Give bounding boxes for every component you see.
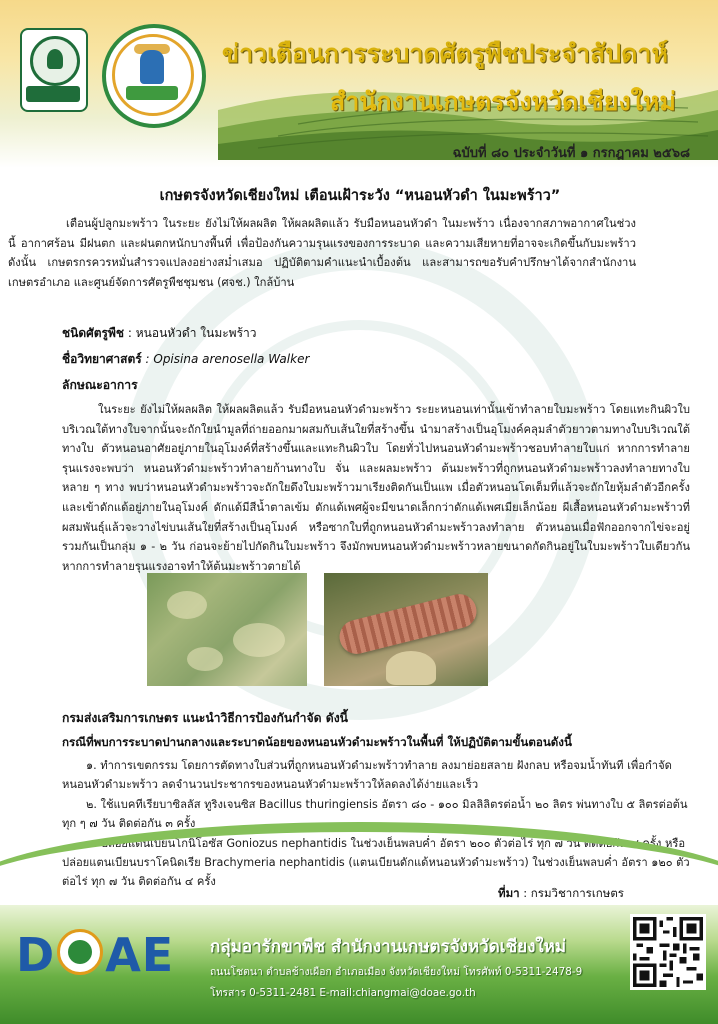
ministry-emblem-icon xyxy=(20,28,88,112)
office-title: สำนักงานเกษตรจังหวัดเชียงใหม่ xyxy=(330,87,676,116)
doae-globe-icon xyxy=(57,929,103,975)
doae-advice-heading: กรมส่งเสริมการเกษตร แนะนำวิธีการป้องกันกำจัด ดังนี้ xyxy=(62,711,348,725)
source-value: : กรมวิชาการเกษตร xyxy=(523,886,624,900)
header-banner xyxy=(0,0,718,168)
footer-fax-email: โทรสาร 0-5311-2481 E-mail:chiangmai@doae.go.th xyxy=(210,987,476,999)
footer-org-name: กลุ่มอารักขาพืช สำนักงานเกษตรจังหวัดเชียงใหม่ xyxy=(210,937,567,957)
issue-number-date: ฉบับที่ ๘๐ ประจำวันที่ ๑ กรกฎาคม ๒๕๖๘ xyxy=(452,146,690,161)
symptom-paragraph: ในระยะ ยังไม่ให้ผลผลิต ให้ผลผลิตแล้ว รับมือหนอนหัวดำมะพร้าว ระยะหนอนเท่านั้นเข้าทำลายใบมะพร้าว โดยแทะกินผิวใบบริเวณใต้ทางใบจากนั้นจะถักใยนำมูลที่ถ่ายออกมาผสมกับเส้นใยที่สร้างขึ้น นำมาสร้างเป็นอุโมงค์คลุมลำตัวยาวตามทางใบบริเวณใต้ทางใบ ตัวหนอนอาศัยอยู่ภายในอุโมงค์ที่สร้างขึ้นและแทะกินผิวใบ โดยทั่วไปหนอนหัวดำมะพร้าวชอบทำลายใบแก่ หากการทำลายรุนแรงจะพบว่า หนอนหัวดำมะพร้าวทำลายก้านทางใบ จั่น และผลมะพร้าว ต้นมะพร้าวที่ถูกหนอนหัวดำมะพร้าวลงทำลายทางใบหลาย ๆ ทาง พบว่าหนอนหัวดำมะพร้าวจะถักใยดึงใบมะพร้าวมาเรียงติดกันเป็นแพ เมื่อตัวหนอนโตเต็มที่แล้วจะถักใยหุ้มลำตัวอีกครั้ง และเข้าดักแด้อยู่ภายในอุโมงค์ ดักแด้มีสีน้ำตาลเข้ม ดักแด้เพศผู้จะมีขนาดเล็กกว่าดักแด้เพศเมียเล็กน้อย ผีเสื้อหนอนหัวดำมะพร้าวที่ผสมพันธุ์แล้วจะวางไข่บนเส้นใยที่สร้างเป็นอุโมงค์ หรือซากใบที่ถูกหนอนหัวดำมะพร้าวลงทำลาย ตัวหนอนเมื่อฟักออกจากไข่จะอยู่รวมกันเป็นกลุ่ม ๑ - ๒ วัน ก่อนจะย้ายไปกัดกินใบมะพร้าว จึงมักพบหนอนหัวดำมะพร้าวหลายขนาดกัดกินอยู่ในใบมะพร้าวใบเดียวกัน หากการทำลายรุนแรงอาจทำให้ต้นมะพร้าวตายได้ xyxy=(62,403,690,573)
intro-paragraph: เตือนผู้ปลูกมะพร้าว ในระยะ ยังไม่ให้ผลผลิต ให้ผลผลิตแล้ว รับมือหนอนหัวดำ ในมะพร้าว เนื่องจากสภาพอากาศในช่วงนี้ อากาศร้อน มีฝนตก และฝนตกหนักบางพื้นที่ เพื่อป้องกันความรุนแรงของการระบาด และความเสียหายที่อาจจะเกิดขึ้นกับมะพร้าว ดังนั้น เกษตรกรควรหมั่นสำรวจแปลงอย่างสม่ำเสมอ ปฏิบัติตามคำแนะนำเบื้องต้น และสามารถขอรับคำปรึกษาได้จากสำนักงานเกษตรอำเภอ และศูนย์จัดการศัตรูพืชชุมชน (ศจช.) ใกล้บ้าน xyxy=(8,217,636,289)
bulletin-title: ข่าวเตือนการระบาดศัตรูพืชประจำสัปดาห์ xyxy=(222,39,668,68)
article-headline: เกษตรจังหวัดเชียงใหม่ เตือนเฝ้าระวัง “หนอนหัวดำ ในมะพร้าว” xyxy=(159,188,561,204)
logo-letter: A xyxy=(105,928,142,982)
symptom-heading: ลักษณะอาการ xyxy=(62,378,138,392)
pest-type-label: ชนิดศัตรูพืช xyxy=(62,326,125,340)
black-headed-caterpillar-photo xyxy=(324,573,488,686)
doae-logo xyxy=(16,928,174,982)
qr-code-icon[interactable] xyxy=(630,914,706,990)
pest-type-value: : หนอนหัวดำ ในมะพร้าว xyxy=(127,326,257,340)
scientific-name-label: ชื่อวิทยาศาสตร์ xyxy=(62,352,142,366)
case-heading: กรณีที่พบการระบาดปานกลางและระบาดน้อยของหนอนหัวดำมะพร้าวในพื้นที่ ให้ปฏิบัติตามขั้นตอนดังนี้ xyxy=(62,735,572,749)
source-label: ที่มา xyxy=(498,886,520,900)
pest-type-row xyxy=(62,324,257,343)
list-item: ๑. ทำการเขตกรรม โดยการตัดทางใบส่วนที่ถูกหนอนหัวดำมะพร้าวทำลาย ลงมาย่อยสลาย ฝังกลบ หรือจมน้ำทันที เพื่อกำจัดหนอนหัวดำมะพร้าว ลดจำนวนประชากรของหนอนหัวดำมะพร้าวให้ลดลงได้ง่ายและเร็ว xyxy=(62,759,672,792)
logo-letter: E xyxy=(141,928,175,982)
community-pest-center-icon xyxy=(102,24,206,128)
scientific-name-row xyxy=(62,350,309,369)
footer-address: ถนนโชตนา ตำบลช้างเผือก อำเภอเมือง จังหวัดเชียงใหม่ โทรศัพท์ 0-5311-2478-9 xyxy=(210,966,583,978)
list-item: ๒. ใช้แบคทีเรียบาซิลลัส ทูริงเจนซิส Bacillus thuringiensis อัตรา ๘๐ - ๑๐๐ มิลลิลิตรต่อน้ำ ๒๐ ลิตร พ่นทางใบ ๕ ลิตรต่อต้น ทุก ๆ ๗ วัน ติดต่อกัน ๓ ครั้ง xyxy=(62,797,688,831)
coconut-leaf-damage-photo xyxy=(147,573,307,686)
scientific-name-value: : Opisina arenosella Walker xyxy=(145,352,310,366)
logo-letter: D xyxy=(16,928,56,982)
list-item: ๓. ปล่อยแตนเบียนโกนิโอซัส Goniozus nephantidis ในช่วงเย็นพลบค่ำ อัตรา ๒๐๐ ตัวต่อไร่ ทุก ๗ วัน ติดต่อกัน ๔ ครั้ง หรือ ปล่อยแตนเบียนบราโคนิดเรีย Brachymeria nephantidis (แตนเบียนดักแด้หนอนหัวดำมะพร้าว) ในช่วงเย็นพลบค่ำ อัตรา ๑๒๐ ตัวต่อไร่ ทุก ๗ วัน ติดต่อกัน ๔ ครั้ง xyxy=(62,836,690,889)
